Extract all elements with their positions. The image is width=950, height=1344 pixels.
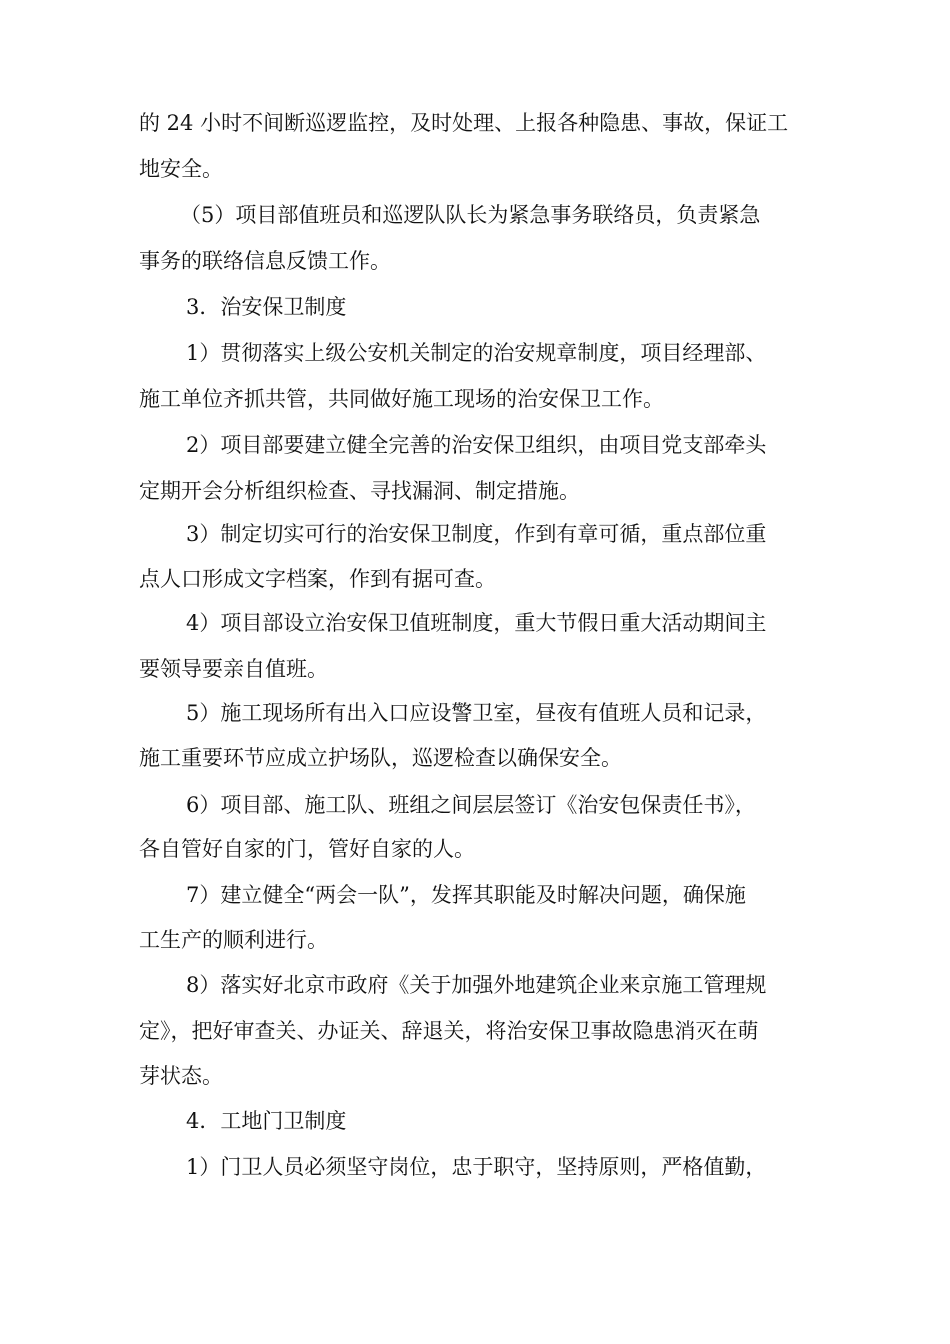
paragraph-1-start: 1）贯彻落实上级公安机关制定的治安规章制度，项目经理部、	[186, 341, 767, 365]
text-line: 定》，把好审查关、办证关、辞退关，将治安保卫事故隐患消灭在萌	[139, 1019, 759, 1043]
text-line: 施工重要环节应成立护场队，巡逻检查以确保安全。	[139, 746, 622, 770]
paragraph-8-start: 8）落实好北京市政府《关于加强外地建筑企业来京施工管理规	[186, 973, 767, 997]
text-line: 各自管好自家的门，管好自家的人。	[139, 837, 475, 861]
paragraph-5b-start: 5）施工现场所有出入口应设警卫室，昼夜有值班人员和记录，	[186, 701, 767, 725]
text-line: 地安全。	[139, 157, 223, 181]
text-line: 芽状态。	[139, 1064, 223, 1088]
text-line: 工生产的顺利进行。	[139, 928, 328, 952]
paragraph-5-start: （5）项目部值班员和巡逻队队长为紧急事务联络员，负责紧急	[180, 203, 761, 227]
text-line: 事务的联络信息反馈工作。	[139, 249, 391, 273]
paragraph-3-start: 3）制定切实可行的治安保卫制度，作到有章可循，重点部位重	[186, 522, 767, 546]
text-line: 施工单位齐抓共管，共同做好施工现场的治安保卫工作。	[139, 387, 664, 411]
paragraph-7-start: 7）建立健全“两会一队”，发挥其职能及时解决问题，确保施	[186, 883, 746, 907]
section-heading: 3．治安保卫制度	[186, 295, 347, 319]
section-heading: 4．工地门卫制度	[186, 1109, 347, 1133]
text-line: 的 24 小时不间断巡逻监控，及时处理、上报各种隐患、事故，保证工	[139, 111, 789, 135]
paragraph-6-start: 6）项目部、施工队、班组之间层层签订《治安包保责任书》，	[186, 793, 756, 817]
paragraph-4-start: 4）项目部设立治安保卫值班制度，重大节假日重大活动期间主	[186, 611, 767, 635]
paragraph-2-start: 2）项目部要建立健全完善的治安保卫组织，由项目党支部牵头	[186, 433, 767, 457]
text-line: 定期开会分析组织检查、寻找漏洞、制定措施。	[139, 479, 580, 503]
text-line: 点人口形成文字档案，作到有据可查。	[139, 567, 496, 591]
paragraph-1b-start: 1）门卫人员必须坚守岗位，忠于职守，坚持原则，严格值勤，	[186, 1155, 767, 1179]
text-line: 要领导要亲自值班。	[139, 657, 328, 681]
